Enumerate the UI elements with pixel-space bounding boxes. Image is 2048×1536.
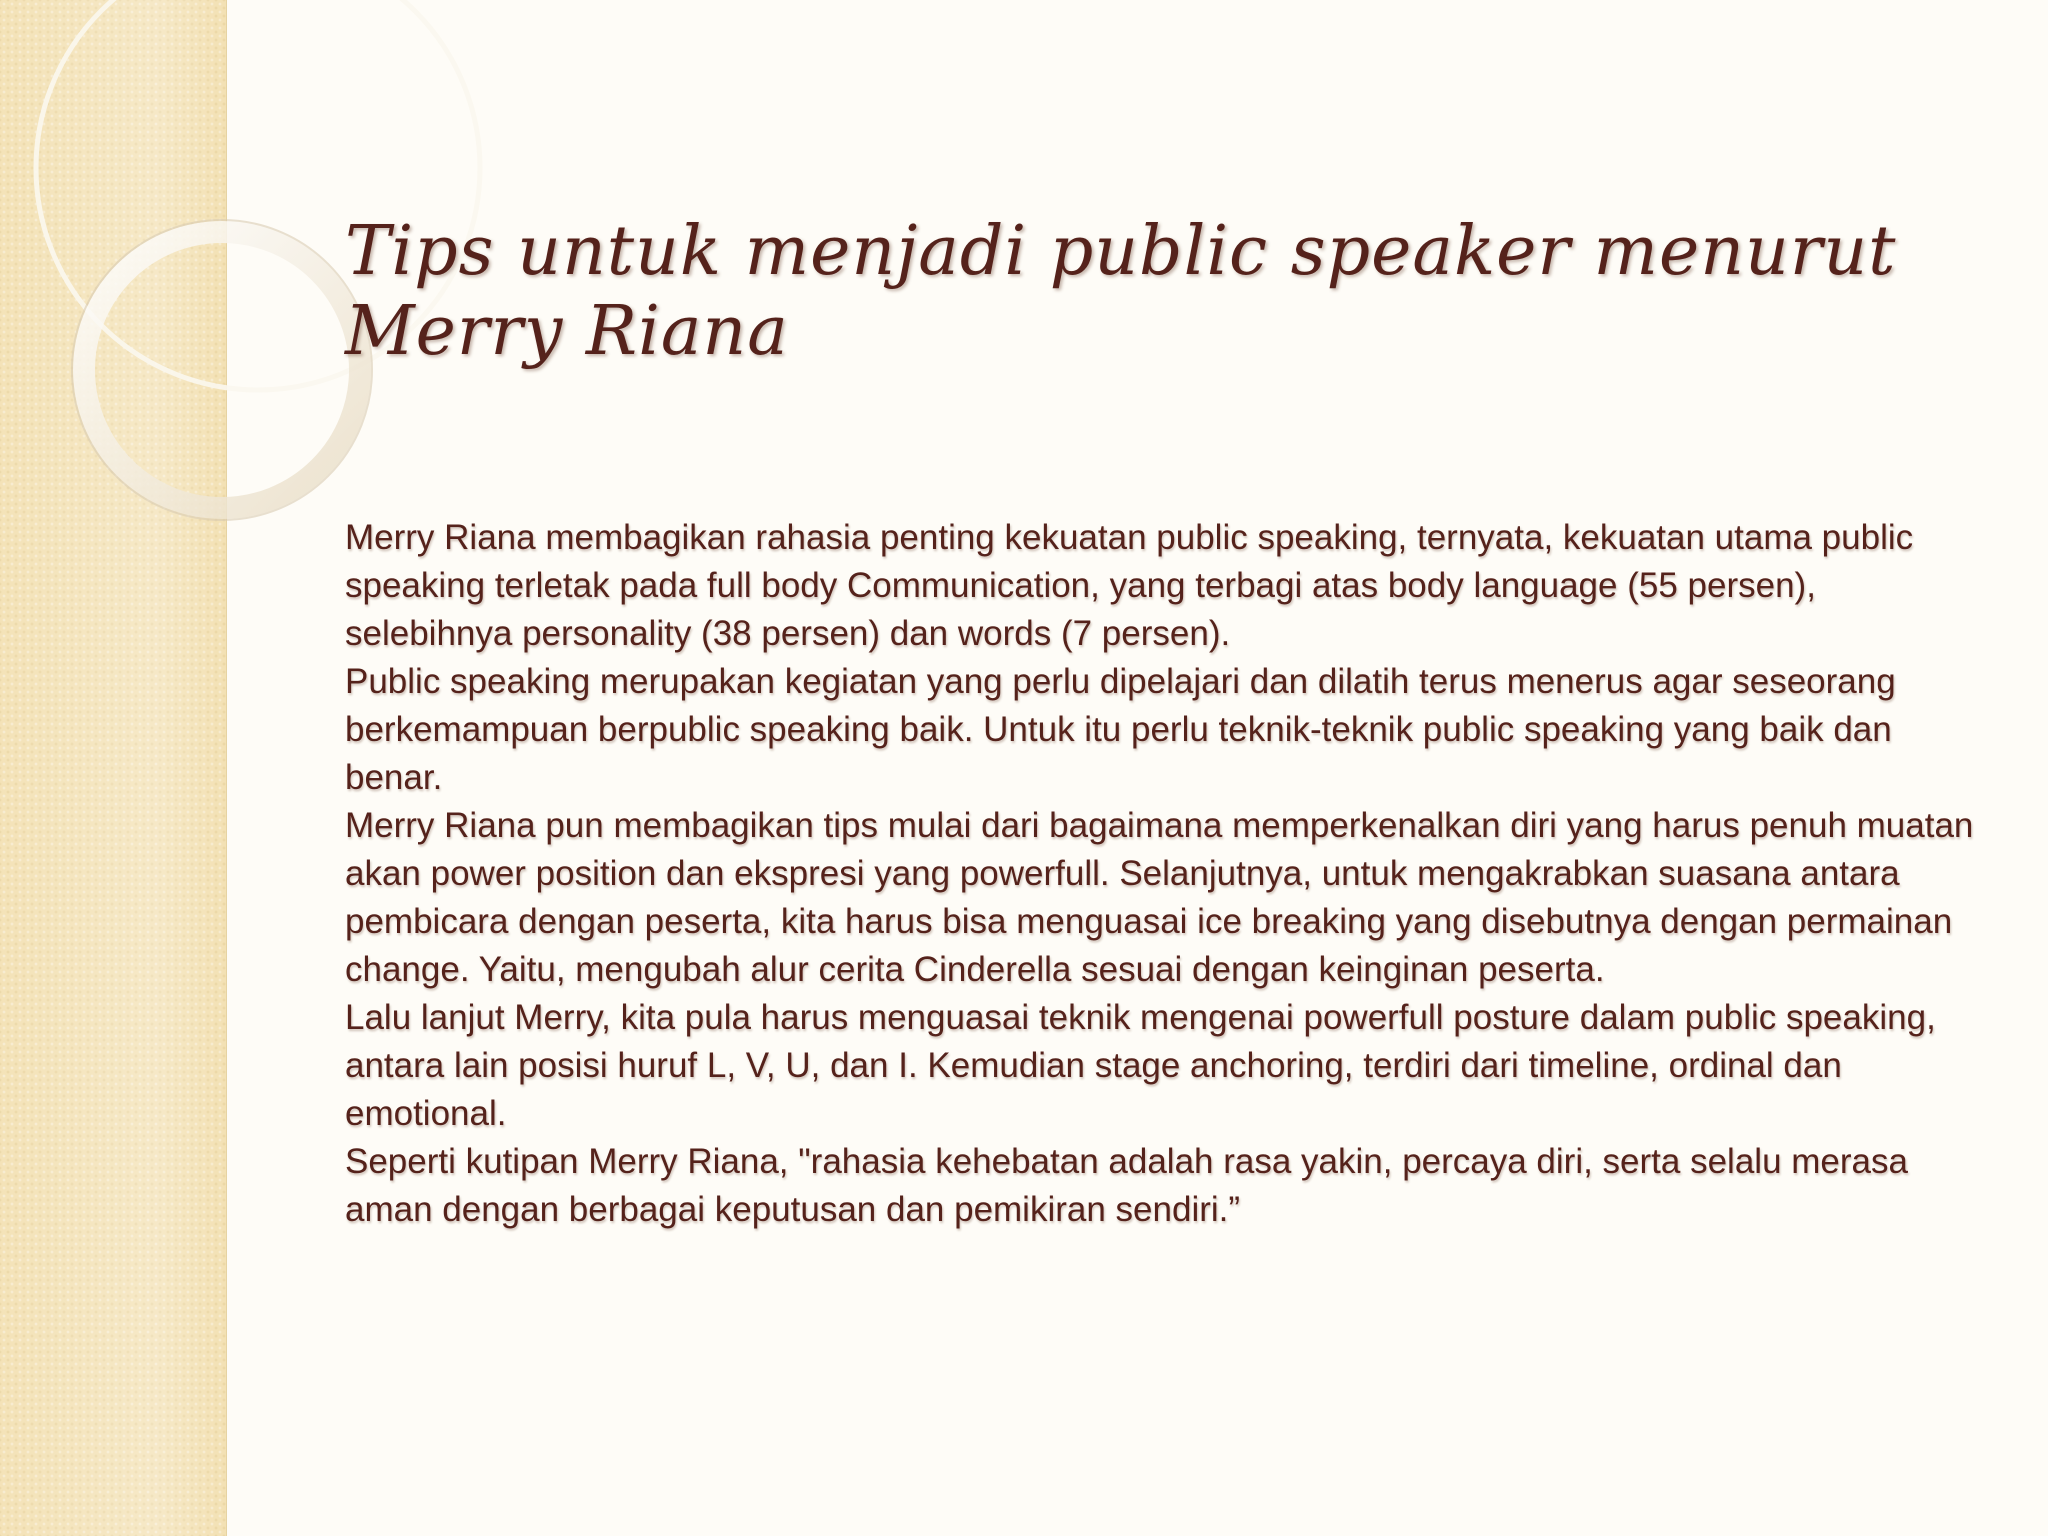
slide-title: Tips untuk menjadi public speaker menurut Merry Riana (345, 212, 1897, 371)
slide-body (345, 514, 1985, 1234)
paragraph-public-speaking-practice: Public speaking merupakan kegiatan yang perlu dipelajari dan dilatih terus menerus agar seseorang berkemampuan berpublic speaking baik. Untuk itu perlu teknik-teknik public speaking yang baik dan benar. (345, 662, 1896, 797)
paragraph-introduction-tips: Merry Riana pun membagikan tips mulai dari bagaimana memperkenalkan diri yang harus penuh muatan akan power position dan ekspresi yang powerfull. Selanjutnya, untuk mengakrabkan suasana antara pembicara dengan peserta, kita harus bisa menguasai ice breaking yang disebutnya dengan permainan change. Yaitu, mengubah alur cerita Cinderella sesuai dengan keinginan peserta. (345, 806, 1974, 989)
paragraph-full-body-communication: Merry Riana membagikan rahasia penting kekuatan public speaking, ternyata, kekuatan utama public speaking terletak pada full body Communication, yang terbagi atas body language (55 persen), selebihnya personality (38 persen) dan words (7 persen). (345, 518, 1914, 653)
decorative-rings (0, 0, 260, 560)
paragraph-powerfull-posture: Lalu lanjut Merry, kita pula harus menguasai teknik mengenai powerfull posture dalam public speaking, antara lain posisi huruf L, V, U, dan I. Kemudian stage anchoring, terdiri dari timeline, ordinal dan emotional. (345, 998, 1936, 1133)
paragraph-quote: Seperti kutipan Merry Riana, "rahasia kehebatan adalah rasa yakin, percaya diri, serta selalu merasa aman dengan berbagai keputusan dan pemikiran sendiri.” (345, 1142, 1908, 1229)
medium-ring (84, 232, 360, 508)
